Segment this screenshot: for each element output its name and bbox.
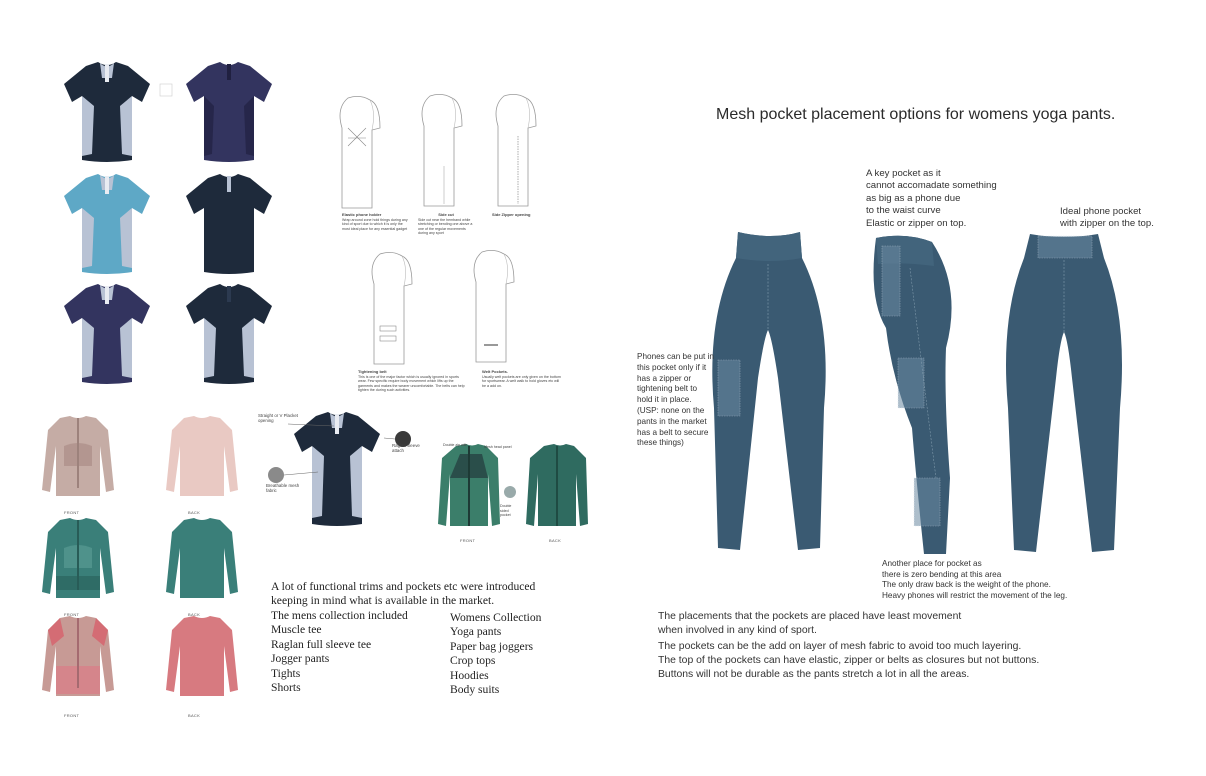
pant-side <box>874 236 952 554</box>
tee-sky <box>64 174 150 274</box>
annotation-another-place <box>882 559 1067 601</box>
annotation-line: this pocket only if it <box>637 362 707 372</box>
collection-intro: A lot of functional trims and pockets etc were introduced keeping in mind what is available in the market. <box>271 580 536 608</box>
annotation-phones-side <box>637 352 714 449</box>
sketch-1-desc: Wrap around zone hold things during any kind of sport due to which it is only the most ideal place for any essential gadget <box>342 217 408 231</box>
label-front-3: FRONT <box>64 713 80 718</box>
sketch-2-desc: Side cut near the hemband while stretching or bending one above a one of the regular movements during any sport <box>418 217 473 235</box>
bottom-notes-1 <box>658 610 961 638</box>
annotation-line: to the waist curve <box>866 205 941 217</box>
annotated-tee <box>260 412 430 532</box>
annotation-ideal-phone <box>1060 206 1154 231</box>
mens-item: Muscle tee <box>271 623 322 637</box>
annotation-line: with zipper on the top. <box>1060 218 1154 230</box>
jacket-front <box>438 444 500 526</box>
annotation-line: there is zero bending at this area <box>882 569 1002 579</box>
label-front-2: FRONT <box>64 612 80 617</box>
callout-mesh: Breathable mesh fabric <box>266 483 300 493</box>
green-jackets <box>430 440 600 540</box>
raglan-pink-back <box>166 416 238 496</box>
mens-item: Jogger pants <box>271 652 330 666</box>
sketch-5-title: Welt Pockets. <box>482 369 508 374</box>
annotation-line: A key pocket as it <box>866 168 941 179</box>
annotation-line: The only draw back is the weight of the phone. <box>882 580 1051 590</box>
annotation-line: as big as a phone due <box>866 192 961 204</box>
sketch-4-desc: This is one of the major factor which is usually ignored in sports wear. Few specific require body movement which lifts up the garments and makes the wearer uncomfortable. The belts can help tighten the during such activities. <box>358 374 465 392</box>
sketch-4-title: Tightening belt <box>358 369 387 374</box>
mens-item: Shorts <box>271 681 301 695</box>
callout-sleeve: Raglan sleeve attach <box>392 443 420 453</box>
annotation-line: Another place for pocket as <box>882 559 982 568</box>
annotation-line: hold it in place. <box>637 395 692 405</box>
annotation-line: these things) <box>637 438 684 448</box>
mens-list <box>271 609 408 695</box>
tee-grid <box>60 58 280 388</box>
jacket-callout-b: Mesh head panel <box>484 445 512 449</box>
label-back-1: BACK <box>188 510 201 515</box>
womens-item: Crop tops <box>450 654 496 668</box>
label-front-1: FRONT <box>64 510 80 515</box>
womens-item: Hoodies <box>450 668 489 682</box>
raglan-mockups <box>30 410 240 710</box>
label-back-3: BACK <box>188 713 201 718</box>
jacket-callout-c: Double sided pocket <box>500 504 512 517</box>
mens-item: Tights <box>271 666 301 680</box>
note-line: The placements that the pockets are placed have least movement <box>658 611 962 622</box>
raglan-teal-front <box>42 518 114 598</box>
note-line: The pockets can be the add on layer of mesh fabric to avoid too much layering. <box>658 641 1022 652</box>
sketch-2-title: Side cut <box>438 212 454 217</box>
jacket-back <box>526 444 588 526</box>
womens-item: Yoga pants <box>450 625 502 639</box>
label-back-2: BACK <box>188 612 201 617</box>
annotation-line: cannot accomadate something <box>866 180 997 192</box>
label-front-jacket: FRONT <box>460 538 476 543</box>
annotation-line: tightening belt to <box>637 384 698 394</box>
mens-heading: The mens collection included <box>271 609 408 622</box>
sketch-5-desc: Usually welt pockets are only given on the bottom for sportswear. A welt walk to hold gloves etc will be a add on. <box>482 374 561 388</box>
tech-sketches <box>330 92 560 382</box>
yoga-pants <box>700 228 1130 558</box>
annotation-line: Phones can be put in <box>637 352 714 361</box>
annotation-key-pocket <box>866 168 997 230</box>
note-line: The top of the pockets can have elastic, zipper or belts as closures but not buttons. <box>658 655 1040 666</box>
bottom-notes-2 <box>658 640 1039 682</box>
womens-list <box>450 611 541 697</box>
jacket-callout-a: Double zip with <box>443 443 468 447</box>
callout-placket: Straight or V Placket opening <box>258 413 299 423</box>
sketch-3-title: Side Zipper opening <box>492 212 531 217</box>
tee-navy-2 <box>186 174 272 274</box>
pant-front <box>712 232 825 550</box>
womens-item: Paper bag joggers <box>450 639 534 653</box>
annotation-line: has a belt to secure <box>637 427 709 437</box>
tee-navy-3 <box>186 284 272 384</box>
page-title: Mesh pocket placement options for womens yoga pants. <box>716 106 1116 123</box>
raglan-teal-back <box>166 518 238 598</box>
womens-item: Body suits <box>450 683 500 697</box>
label-back-jacket: BACK <box>549 538 562 543</box>
annotation-line: Heavy phones will restrict the movement of the leg. <box>882 590 1068 600</box>
annotation-line: Ideal phone pocket <box>1060 206 1142 217</box>
womens-heading: Womens Collection <box>450 611 542 624</box>
sketch-1-title: Elastic phone holder <box>342 212 382 217</box>
annotation-line: (USP: none on the <box>637 405 705 415</box>
annotation-line: Elastic or zipper on top. <box>866 217 967 229</box>
raglan-rose-back <box>166 616 238 696</box>
pant-back <box>1006 234 1122 552</box>
raglan-rose-front <box>42 616 114 696</box>
raglan-taupe-front <box>42 416 114 496</box>
mens-item: Raglan full sleeve tee <box>271 637 372 651</box>
tee-indigo-2 <box>64 284 150 384</box>
tee-navy-1 <box>64 62 150 162</box>
note-line: Buttons will not be durable as the pants stretch a lot in all the areas. <box>658 669 970 680</box>
tee-indigo-1 <box>186 62 272 162</box>
note-line: when involved in any kind of sport. <box>658 625 817 636</box>
annotation-line: has a zipper or <box>637 373 692 383</box>
annotation-line: pants in the market <box>637 416 707 426</box>
